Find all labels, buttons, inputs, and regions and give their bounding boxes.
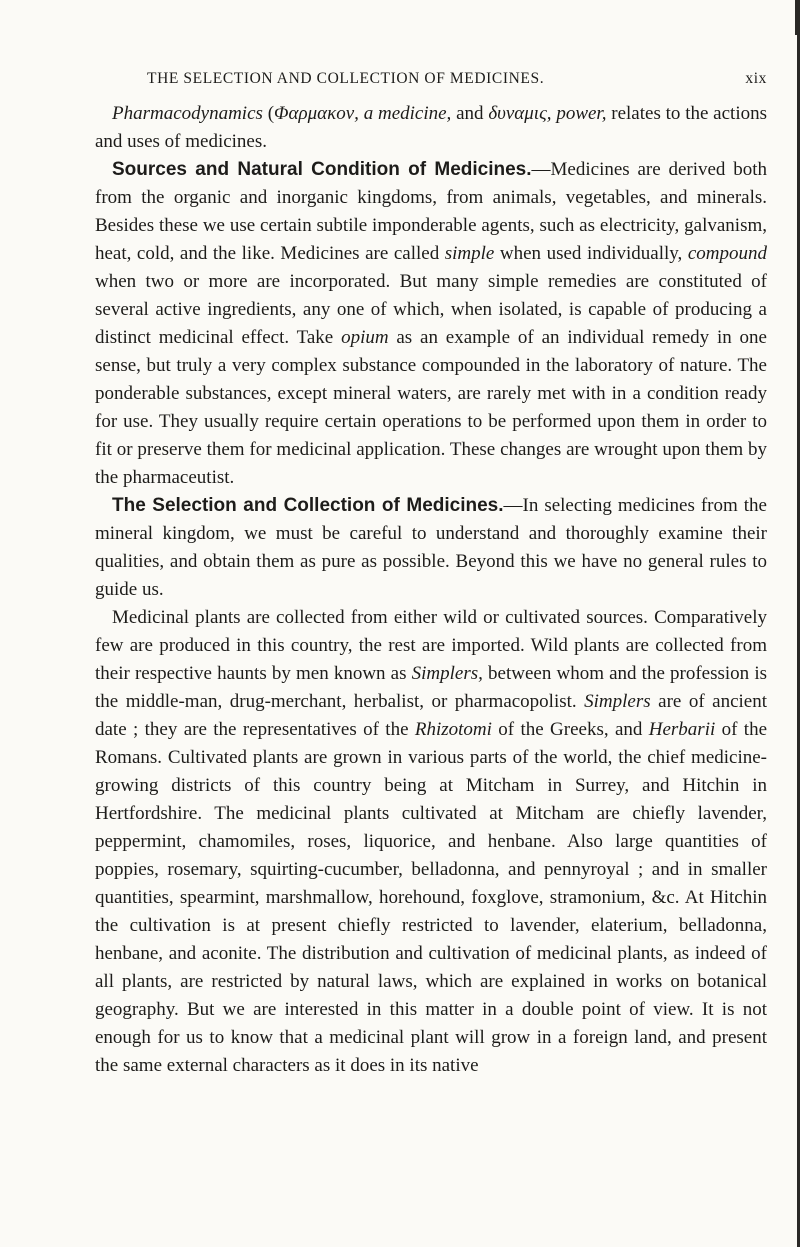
greek-pharmakon: Φαρμακον, a medicine, [274,103,452,124]
term-opium: opium [341,327,389,348]
term-compound: compound [687,243,767,264]
text-run: Medicinal plants are collected from either wild or cultivated sources. Comparatively few are produced in this country, the rest are imported. Wild plants are collected from their respective haunts by men known as [95,607,767,684]
term-simple: simple [444,243,495,264]
text-run: —Medicines are derived both from the organic and inorganic kingdoms, from animals, vegetables, and minerals. Besides these we use certain subtile imponderable agents, such as electricity, galvanism, heat, cold, and the like. Medicines are called [95,159,767,264]
text-run: of the Greeks, and [491,719,649,740]
term-rhizotomi: Rhizotomi [414,719,492,740]
book-page [95,70,767,1080]
term-herbarii: Herbarii [648,719,716,740]
text-run: as an example of an individual remedy in one sense, but truly a very complex substance compounded in the laboratory of nature. The ponderable substances, except mineral waters, are rarely met with in a condition ready for use. They usually require certain operations to be performed upon them in order to fit or preserve them for medicinal application. These changes are wrought upon them by the pharmaceutist. [95,327,767,488]
text-run: are of ancient date ; they are the representatives of the [95,691,767,740]
text-run: —In selecting medicines from the mineral kingdom, we must be careful to understand and thoroughly examine their qualities, and obtain them as pure as possible. Beyond this we have no general rules to guide us. [95,495,767,600]
text-run: ( [262,103,275,124]
term-pharmacodynamics: Pharmacodynamics [112,103,263,124]
text-run: when two or more are incorporated. But many simple remedies are constituted of several active ingredients, any one of which, when isolated, is capable of producing a distinct medicinal effect. Take [95,271,767,348]
section-heading-selection: The Selection and Collection of Medicines. [112,495,504,516]
text-run: relates to the actions and uses of medicines. [95,103,768,152]
text-run: between whom and the profession is the middle-man, drug-merchant, herbalist, or pharmacopolist. [95,663,767,712]
running-head-title: THE SELECTION AND COLLECTION OF MEDICINES. [147,70,545,87]
body-text [95,100,767,1080]
paragraph-selection [95,492,767,604]
text-run: and [451,103,489,124]
text-run: when used individually, [494,243,688,264]
text-run: of the Romans. Cultivated plants are grown in various parts of the world, the chief medicine-growing districts of this country being at Mitcham in Surrey, and Hitchin in Hertfordshire. The medicinal plants cultivated at Mitcham are chiefly lavender, peppermint, chamomiles, roses, liquorice, and henbane. Also large quantities of poppies, rosemary, squirting-cucumber, belladonna, and pennyroyal ; and in smaller quantities, spearmint, marshmallow, horehound, foxglove, stramonium, &c. At Hitchin the cultivation is at present chiefly restricted to lavender, elaterium, belladonna, henbane, and aconite. The distribution and cultivation of medicinal plants, as indeed of all plants, are restricted by natural laws, which are explained in works on botanical geography. But we are interested in this matter in a double point of view. It is not enough for us to know that a medicinal plant will grow in a foreign land, and present the same external characters as it does in its native [95,719,767,1076]
term-simplers: Simplers [584,691,651,712]
paragraph-medicinal-plants [95,604,767,1080]
running-head [95,70,767,98]
paragraph-sources [95,156,767,492]
greek-dynamis: δυναμις, power, [488,103,607,124]
term-simplers: Simplers, [411,663,483,684]
paragraph-pharmacodynamics [95,100,767,156]
section-heading-sources: Sources and Natural Condition of Medicines. [112,159,532,180]
page-number: xix [745,70,767,87]
